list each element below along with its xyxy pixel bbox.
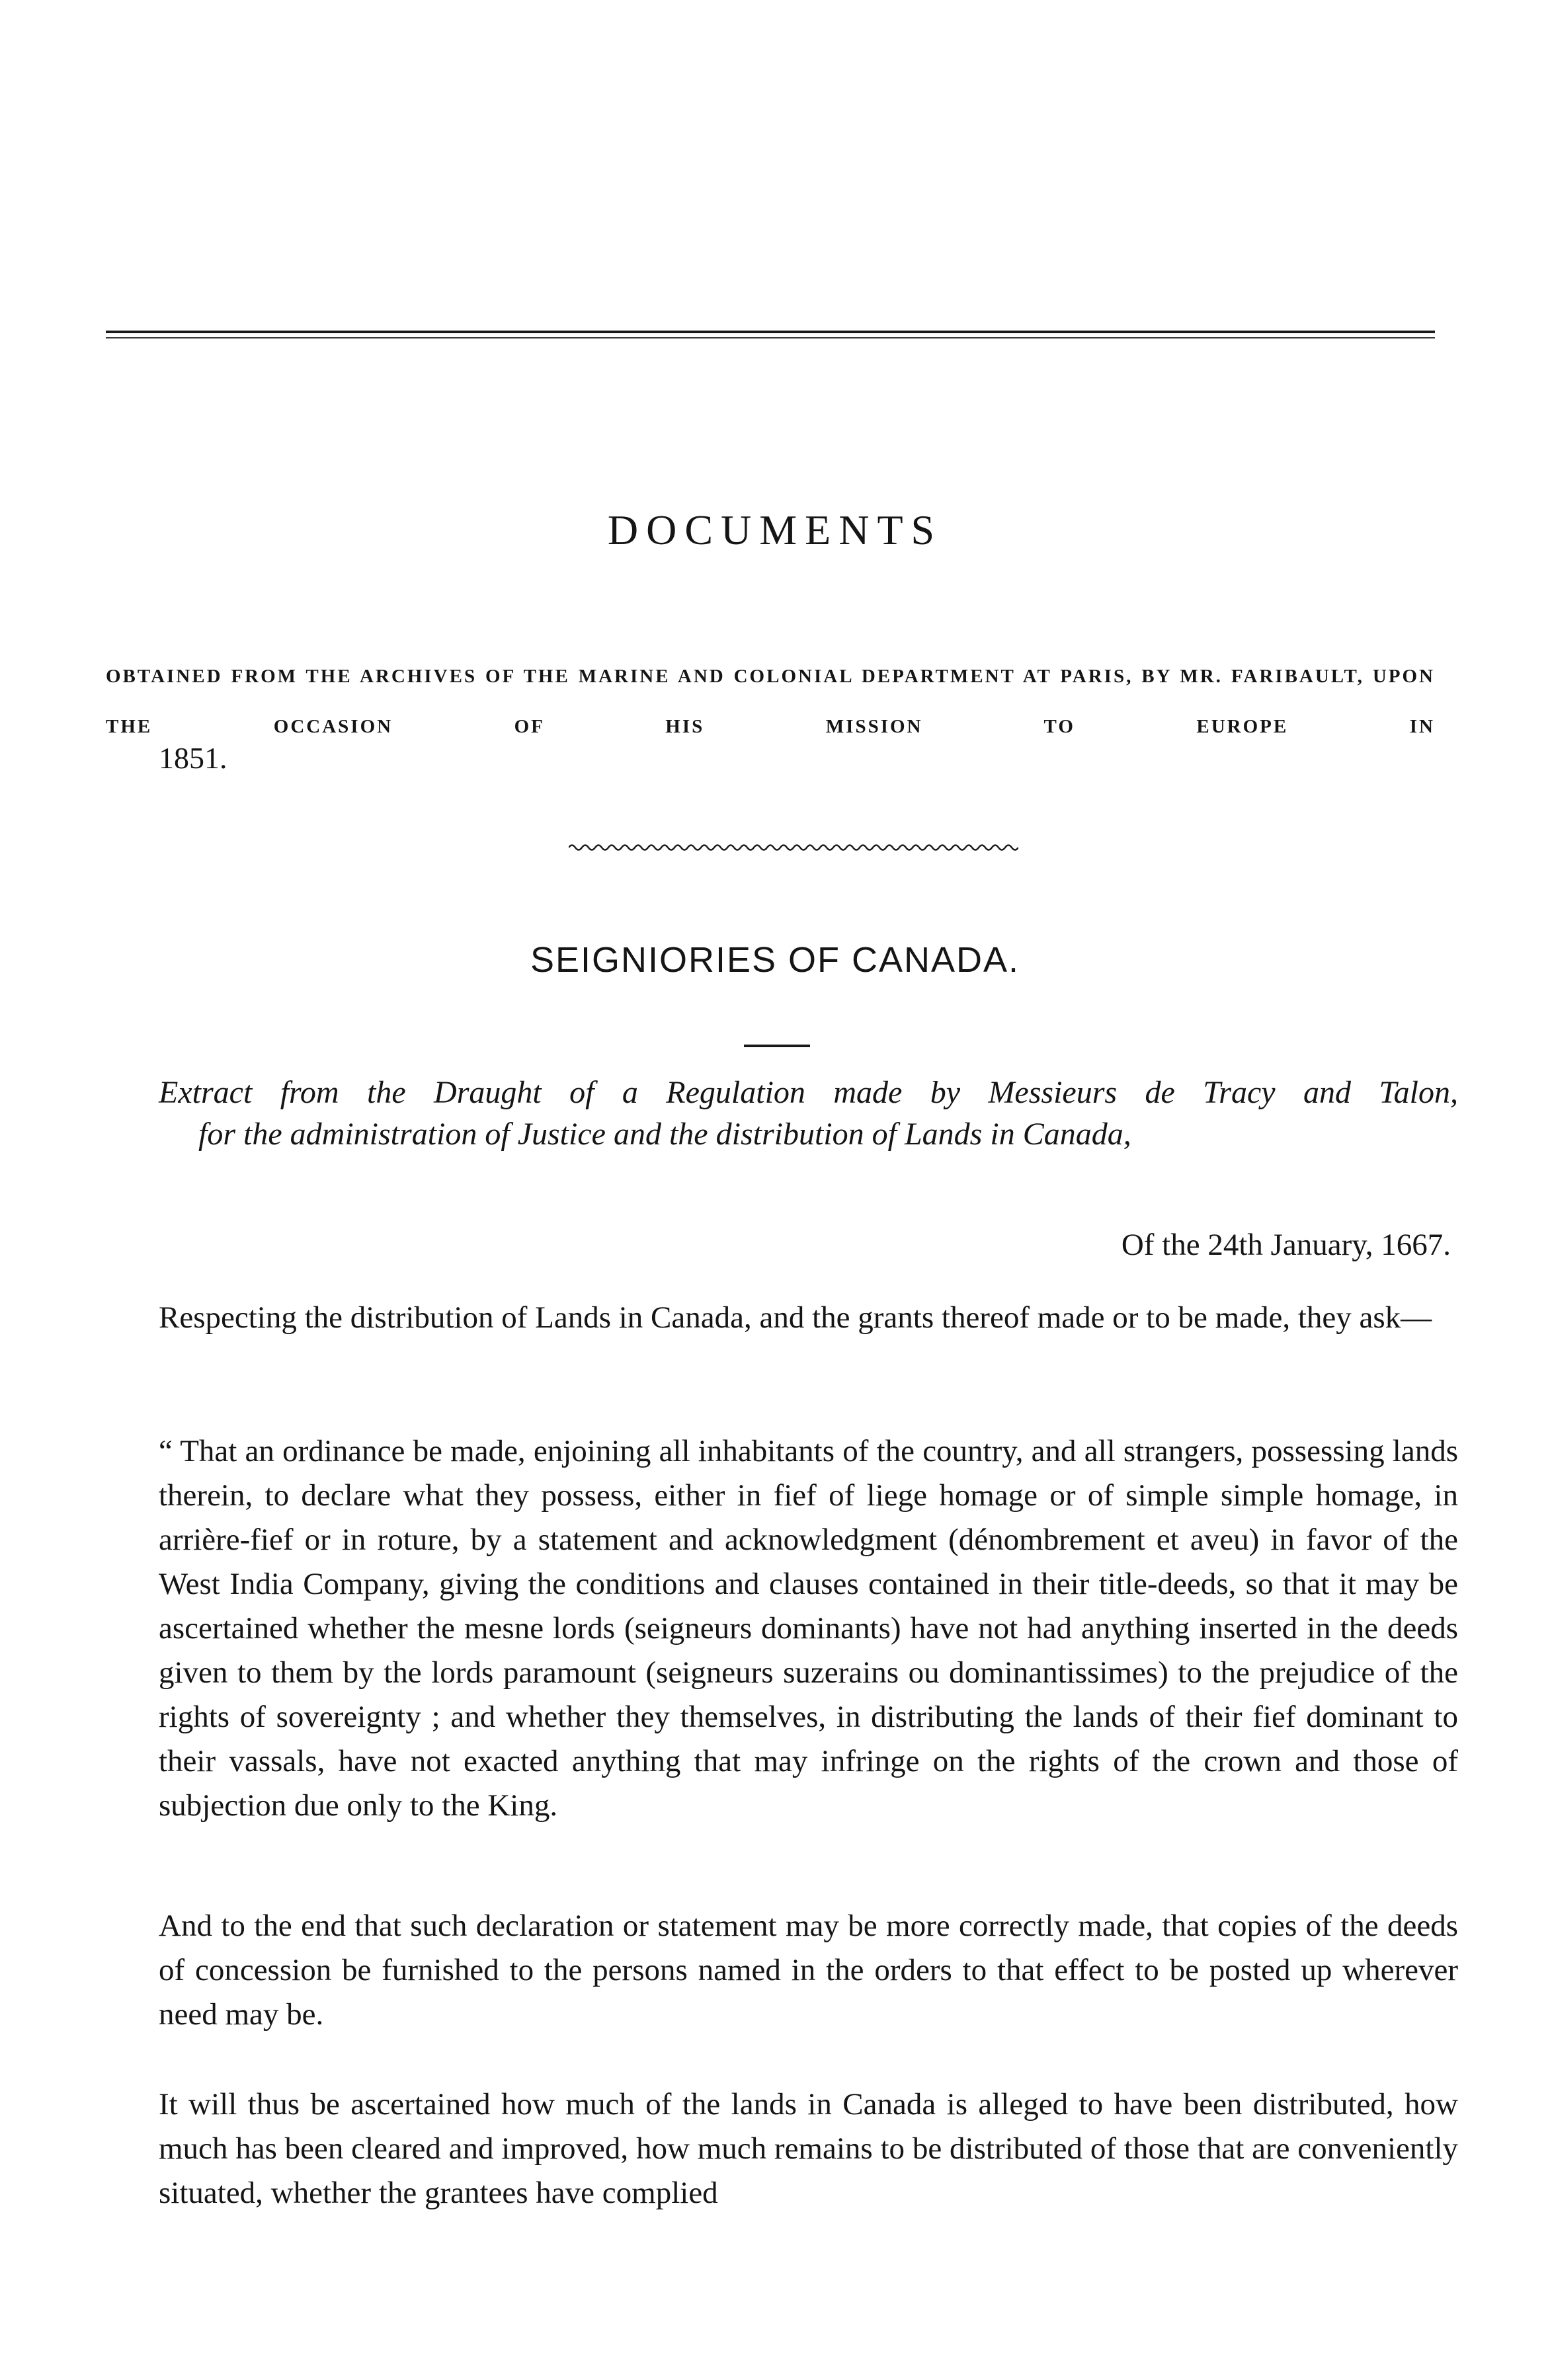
document-title: DOCUMENTS [607,506,943,553]
top-rule-thin-line [106,337,1435,338]
body-paragraph-3: And to the end that such declaration or statement may be more correctly made, that copies of the deeds of concession be furnished to the persons named in the orders to that effect to be posted up wherever need may be. [159,1909,1458,2032]
body-paragraph-4: It will thus be ascertained how much of the lands in Canada is alleged to have been distributed, how much has been cleared and improved, how much remains to be distributed of those that are conveniently situated, whether the grantees have complied [159,2087,1458,2210]
body-paragraph-2: “ That an ordinance be made, enjoining all inhabitants of the country, and all strangers, possessing lands therein, to declare what they possess, either in fief of liege homage or of simple simple homage, in arrière-fief or in roture, by a statement and acknowledgment (dénombrement et aveu) in favor of the West India Company, giving the conditions and clauses contained in their title-deeds, so that it may be ascertained whether the mesne lords (seigneurs dominants) have not had anything inserted in the deeds given to them by the lords paramount (seigneurs suzerains ou dominantissimes) to the prejudice of the rights of sovereignty ; and whether they themselves, in distributing the lands of their fief dominant to their vassals, have not exacted anything that may infringe on the rights of the crown and those of subjection due only to the King. [159,1434,1458,1823]
body-paragraph-1: Respecting the distribution of Lands in Canada, and the grants thereof made or to be made, they ask— [159,1300,1432,1335]
section-title: SEIGNIORIES OF CANADA. [530,940,1020,980]
extract-heading-line-2: for the administration of Justice and the distribution of Lands in Canada, [198,1117,1131,1152]
document-subtitle: OBTAINED FROM THE ARCHIVES OF THE MARINE AND COLONIAL DEPARTMENT AT PARIS, BY MR. FARIBAULT, UPON THE OCCASION OF HIS MISSION TO EUROPE IN [106,666,1435,737]
wavy-ornamental-rule [569,841,1018,854]
extract-heading-line-1: Extract from the Draught of a Regulation made by Messieurs de Tracy and Talon, [159,1075,1458,1110]
section-short-rule [744,1045,810,1047]
top-double-rule [106,331,1435,340]
top-rule-thick-line [106,331,1435,333]
document-subtitle-year: 1851. [159,741,227,775]
extract-date: Of the 24th January, 1667. [1121,1228,1451,1262]
